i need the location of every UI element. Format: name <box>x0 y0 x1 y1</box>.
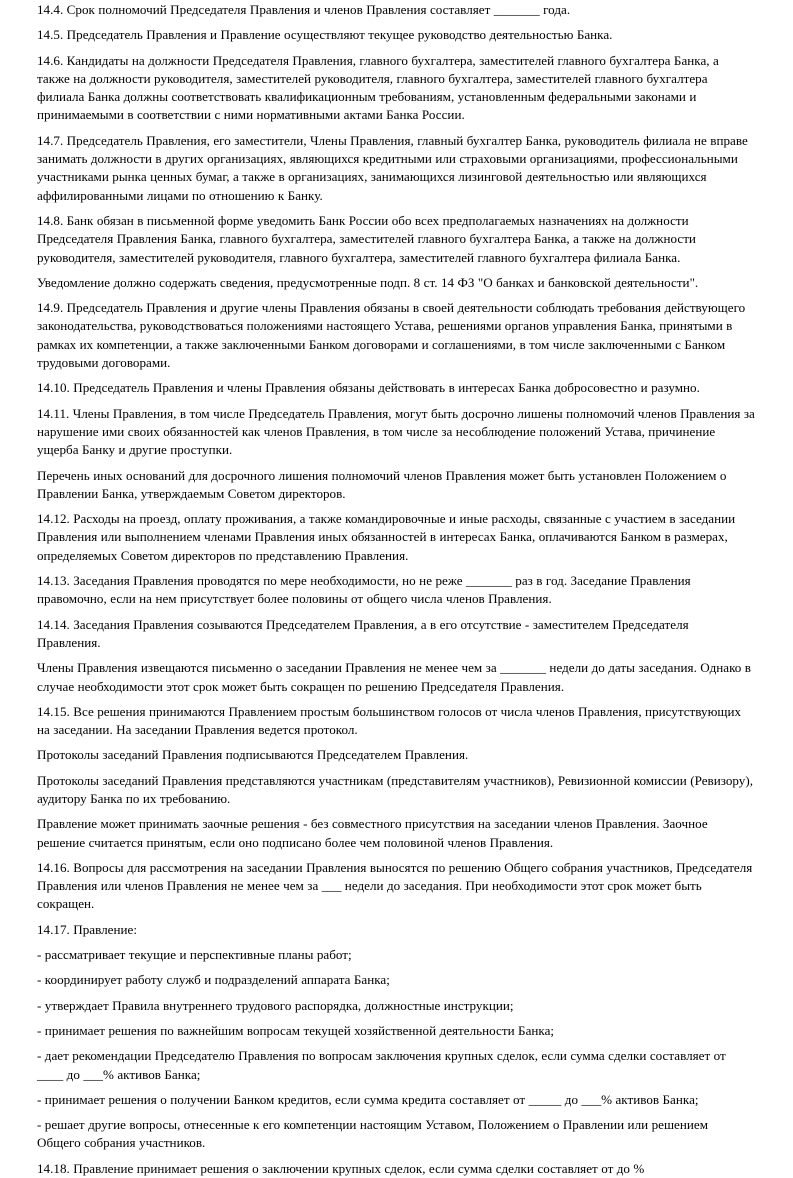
list-item-14-17-1: - рассматривает текущие и перспективные планы работ; <box>37 947 352 963</box>
paragraph-14-7: 14.7. Председатель Правления, его заместители, Члены Правления, главный бухгалтер Банка, руководитель филиала не вправе занимать должности в других организациях, являющихся кредитными или страховыми организациями, профессиональными участниками рынка ценных бумаг, а также в организациях, занимающихся лизинговой деятельностью или являющихся аффилированными лицами по отношению к Банку. <box>37 132 748 203</box>
paragraph-14-15-note-3: Правление может принимать заочные решения - без совместного присутствия на заседании членов Правления. Заочное решение считается принятым, если оно подписано более чем половиной членов Правления. <box>37 816 708 850</box>
paragraph-14-16: 14.16. Вопросы для рассмотрения на заседании Правления выносятся по решению Общего собрания участников, Председателя Правления или членов Правления не менее чем за ___ недели до заседания. При необходимости этот срок может быть сокращен. <box>37 859 753 912</box>
list-item-14-17-7: - решает другие вопросы, отнесенные к его компетенции настоящим Уставом, Положением о Правлении или решением Общего собрания участников. <box>37 1117 709 1151</box>
paragraph-14-11-note: Перечень иных оснований для досрочного лишения полномочий членов Правления может быть установлен Положением о Правлении Банка, утверждаемым Советом директоров. <box>37 467 727 501</box>
paragraph-14-4: 14.4. Срок полномочий Председателя Правления и членов Правления составляет _______ года. <box>37 2 571 17</box>
paragraph-14-14-note: Члены Правления извещаются письменно о заседании Правления не менее чем за _______ недели до даты заседания. Однако в случае необходимости этот срок может быть сокращен по решению Председателя Правления. <box>37 660 751 694</box>
paragraph-14-17: 14.17. Правление: <box>37 921 137 937</box>
document-body <box>37 0 755 1178</box>
list-item-14-17-3: - утверждает Правила внутреннего трудового распорядка, должностные инструкции; <box>37 997 514 1013</box>
paragraph-14-12: 14.12. Расходы на проезд, оплату проживания, а также командировочные и иные расходы, связанные с участием в заседании Правления или выполнением членами Правления иных обязанностей в интересах Банка, оплачиваются Банком в размерах, определяемых Советом директоров по представлению Правления. <box>37 511 736 563</box>
paragraph-14-5: 14.5. Председатель Правления и Правление осуществляют текущее руководство деятельностью Банка. <box>37 27 613 43</box>
paragraph-14-6: 14.6. Кандидаты на должности Председателя Правления, главного бухгалтера, заместителей главного бухгалтера Банка, а также на должности руководителя, заместителей руководителя, главного бухгалтера, заместителей главного бухгалтера филиала Банка должны соответствовать квалификационным требованиям, установленным федеральными законами и принимаемыми в соответствии с ними нормативными актами Банка России. <box>37 52 719 123</box>
paragraph-14-15-note-1: Протоколы заседаний Правления подписываются Председателем Правления. <box>37 747 469 763</box>
list-item-14-17-2: - координирует работу служб и подразделений аппарата Банка; <box>37 972 390 988</box>
paragraph-14-8: 14.8. Банк обязан в письменной форме уведомить Банк России обо всех предполагаемых назначениях на должности Председателя Правления Банка, главного бухгалтера, заместителей главного бухгалтера Банка, а также на должности руководителя, заместителей руководителя, главного бухгалтера, заместителей главного бухгалтера филиала Банка. <box>37 212 696 265</box>
list-item-14-17-6: - принимает решения о получении Банком кредитов, если сумма кредита составляет от _____ до ___% активов Банка; <box>37 1091 699 1107</box>
paragraph-14-8-note: Уведомление должно содержать сведения, предусмотренные подп. 8 ст. 14 ФЗ "О банках и банковской деятельности". <box>37 274 699 290</box>
paragraph-14-9: 14.9. Председатель Правления и другие члены Правления обязаны в своей деятельности соблюдать требования действующего законодательства, руководствоваться положениями настоящего Устава, решениями органов управления Банка, принятыми в рамках их компетенции, а также заключенными Банком договорами и соглашениями, в том числе заключенными с Банком трудовыми договорами. <box>37 300 746 371</box>
paragraph-14-11: 14.11. Члены Правления, в том числе Председатель Правления, могут быть досрочно лишены полномочий членов Правления за нарушение ими своих обязанностей как членов Правления, в том числе за несоблюдение положений Устава, причинение ущерба Банку и другие проступки. <box>37 405 755 458</box>
paragraph-14-18: 14.18. Правление принимает решения о заключении крупных сделок, если сумма сделки составляет от до % <box>37 1160 645 1176</box>
paragraph-14-14: 14.14. Заседания Правления созываются Председателем Правления, а в его отсутствие - заместителем Председателя Правления. <box>37 616 689 650</box>
list-item-14-17-5: - дает рекомендации Председателю Правления по вопросам заключения крупных сделок, если сумма сделки составляет от ____ до ___% активов Банка; <box>37 1048 726 1082</box>
list-item-14-17-4: - принимает решения по важнейшим вопросам текущей хозяйственной деятельности Банка; <box>37 1022 555 1038</box>
paragraph-14-15-note-2: Протоколы заседаний Правления представляются участникам (представителям участников), Ревизионной комиссии (Ревизору), аудитору Банка по их требованию. <box>37 772 753 806</box>
paragraph-14-13: 14.13. Заседания Правления проводятся по мере необходимости, но не реже _______ раз в год. Заседание Правления правомочно, если на нем присутствует более половины от общего числа членов Правления. <box>37 573 691 607</box>
paragraph-14-10: 14.10. Председатель Правления и члены Правления обязаны действовать в интересах Банка добросовестно и разумно. <box>37 380 700 396</box>
paragraph-14-15: 14.15. Все решения принимаются Правлением простым большинством голосов от числа членов Правления, присутствующих на заседании. На заседании Правления ведется протокол. <box>37 703 742 738</box>
